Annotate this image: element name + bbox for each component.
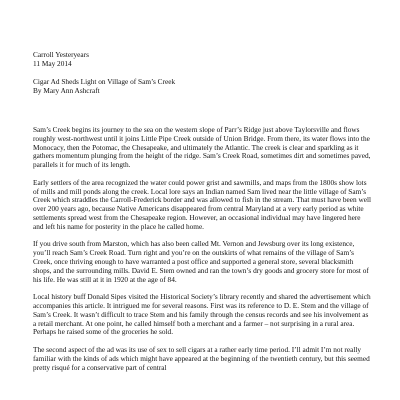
paragraph-1: Sam’s Creek begins its journey to the sea on the western slope of Parr’s Ridge just above Taylorsville and flows roughly west-northwest until it joins Little Pipe Creek outside of Union Bridge. From there, its water flows into the Monocacy, then the Potomac, the Chesapeake, and ultimately the Atlantic. The creek is clear and sparkling as it gathers momentum plunging from the height of the ridge. Sam’s Creek Road, sometimes dirt and sometimes paved, parallels it for much of its length.	[33, 125, 371, 170]
article-body	[33, 126, 372, 381]
column-name: Carroll Yesteryears	[33, 50, 89, 59]
publication-date: 11 May 2014	[33, 59, 72, 68]
article-title: Cigar Ad Sheds Light on Village of Sam’s Creek	[33, 77, 176, 86]
article-header	[33, 50, 373, 95]
paragraph-2: Early settlers of the area recognized the water could power grist and sawmills, and maps from the 1800s show lots of mills and mill ponds along the creek. Local lore says an Indian named Sam lived near the little village of Sam’s Creek which straddles the Carroll-Frederick border and was allowed to fish in the stream. That must have been well over 200 years ago, because Native Americans disappeared from central Maryland at a very early period as white settlements spread west from the Chesapeake region. However, an occasional individual may have lingered here and left his name for posterity in the place he called home.	[33, 177, 372, 231]
paragraph-4: Local history buff Donald Sipes visited the Historical Society’s library recently and shared the advertisement which accompanies this article. It intrigued me for several reasons. First was its reference to D. E. Stem and the village of Sam’s Creek. It wasn’t difficult to trace Stem and his family through the census records and see his involvement as a retail merchant. At one point, he called himself both a merchant and a farmer – not surprising in a rural area. Perhaps he raised some of the groceries he sold.	[33, 292, 371, 337]
paragraph-3: If you drive south from Marston, which has also been called Mt. Vernon and Jewsburg over its long existence, you’ll reach Sam’s Creek Road. Turn right and you’re on the outskirts of what remains of the village of Sam’s Creek, once thriving enough to have warranted a post office and supported a general store, several blacksmith shops, and the surrounding mills. David E. Stem owned and ran the town’s dry goods and grocery store for most of his life. He was still at it in 1920 at the age of 84.	[33, 239, 369, 284]
article-byline: By Mary Ann Ashcraft	[33, 86, 100, 95]
header-spacer	[33, 68, 373, 77]
paragraph-5: The second aspect of the ad was its use of sex to sell cigars at a rather early time period. I’ll admit I’m not really familiar with the kinds of ads which might have appeared at the beginning of the twentieth century, but this seemed pretty risqué for a conservative part of central	[33, 344, 370, 372]
